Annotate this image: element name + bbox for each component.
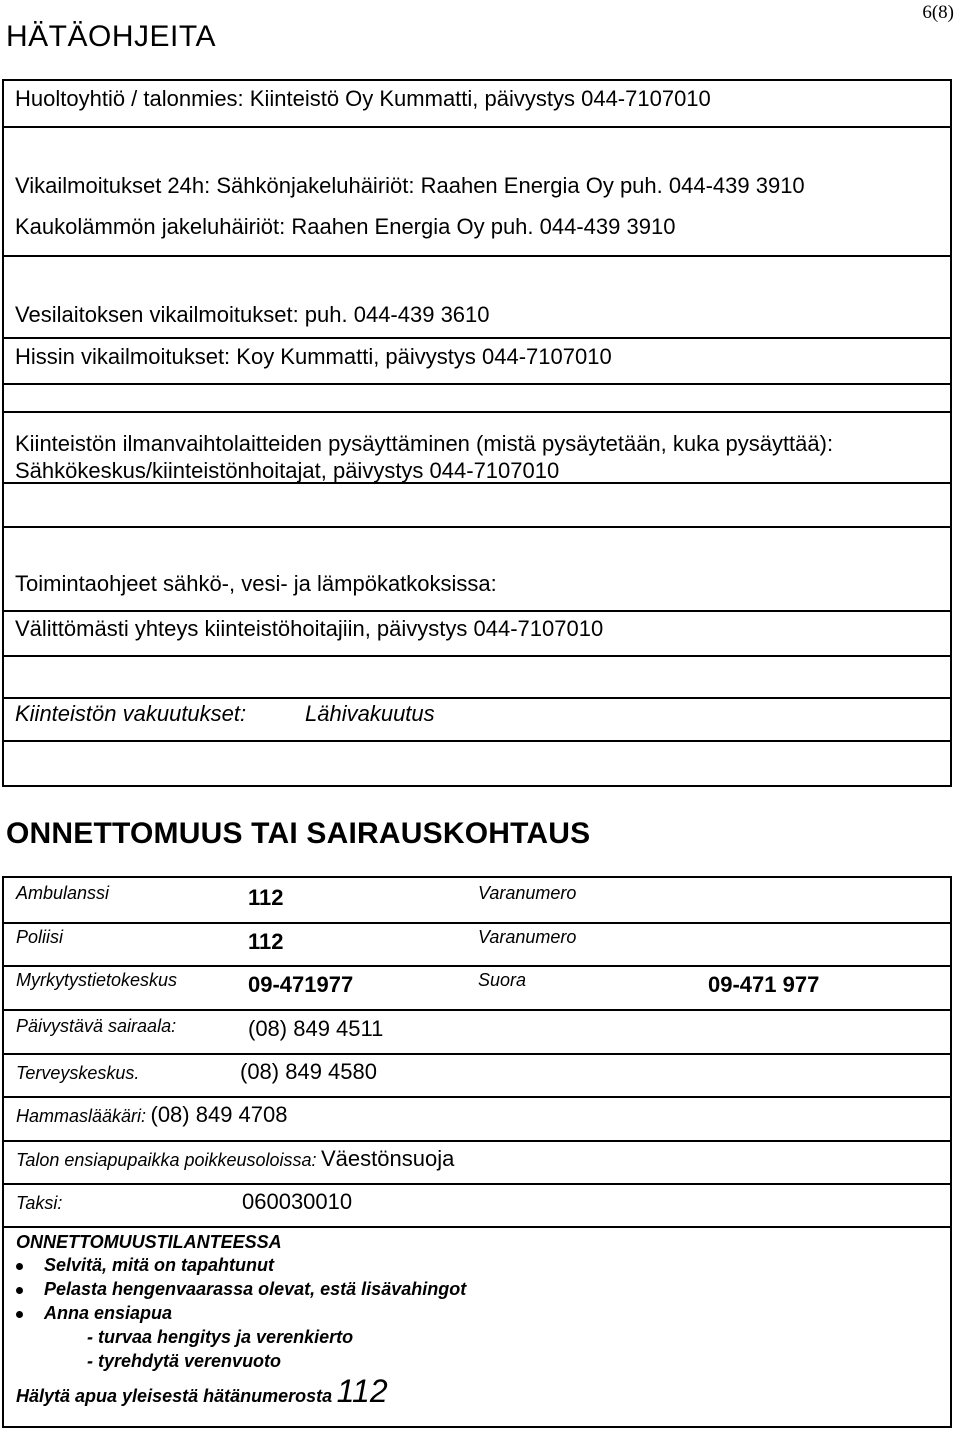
police-number: 112 bbox=[248, 929, 284, 954]
emergency-heading: ONNETTOMUUS TAI SAIRAUSKOHTAUS bbox=[6, 817, 591, 850]
health-center-label: Terveyskeskus. bbox=[16, 1063, 140, 1083]
divider bbox=[4, 1226, 950, 1228]
elevator-fault-line: Hissin vikailmoitukset: Koy Kummatti, päivystys 044-7107010 bbox=[15, 344, 612, 369]
bullet-icon bbox=[16, 1311, 23, 1318]
police-label: Poliisi bbox=[16, 927, 64, 947]
sub-item-2: - tyrehdytä verenvuoto bbox=[87, 1351, 282, 1371]
page-number: 6(8) bbox=[922, 2, 954, 23]
divider bbox=[4, 1009, 950, 1011]
insurance-label: Kiinteistön vakuutukset: bbox=[15, 701, 247, 726]
outage-instructions-line: Toimintaohjeet sähkö-, vesi- ja lämpökatkoksissa: bbox=[15, 571, 497, 596]
bullet-icon bbox=[16, 1287, 23, 1294]
divider bbox=[4, 610, 950, 612]
first-aid-value: Väestönsuoja bbox=[321, 1146, 455, 1171]
divider bbox=[4, 255, 950, 257]
health-center-number: (08) 849 4580 bbox=[240, 1059, 377, 1084]
police-alt-label: Varanumero bbox=[478, 927, 577, 947]
divider bbox=[4, 1096, 950, 1098]
taxi-label: Taksi: bbox=[16, 1193, 63, 1213]
divider bbox=[4, 922, 950, 924]
first-aid-label: Talon ensiapupaikka poikkeusoloissa: bbox=[16, 1150, 317, 1170]
poison-center-label: Myrkytystietokeskus bbox=[16, 970, 178, 990]
bullet-icon bbox=[16, 1263, 23, 1270]
outage-contact-line: Välittömästi yhteys kiinteistöhoitajiin, päivystys 044-7107010 bbox=[15, 616, 604, 641]
hospital-label: Päivystävä sairaala: bbox=[16, 1016, 177, 1036]
divider bbox=[4, 965, 950, 967]
poison-center-number: 09-471977 bbox=[248, 972, 354, 997]
alarm-number: 112 bbox=[336, 1373, 388, 1409]
insurance-value: Lähivakuutus bbox=[305, 701, 435, 726]
ventilation-contact-line: Sähkökeskus/kiinteistönhoitajat, päivystys 044-7107010 bbox=[15, 458, 560, 483]
ventilation-stop-line: Kiinteistön ilmanvaihtolaitteiden pysäyttäminen (mistä pysäytetään, kuka pysäyttää): bbox=[15, 431, 834, 456]
bullet-item-1: Selvitä, mitä on tapahtunut bbox=[44, 1255, 275, 1275]
ambulance-alt-label: Varanumero bbox=[478, 883, 577, 903]
divider bbox=[4, 1183, 950, 1185]
bullet-item-2: Pelasta hengenvaarassa olevat, estä lisävahingot bbox=[44, 1279, 467, 1299]
divider bbox=[4, 1053, 950, 1055]
divider bbox=[4, 526, 950, 528]
divider bbox=[4, 740, 950, 742]
hospital-number: (08) 849 4511 bbox=[248, 1016, 384, 1041]
divider bbox=[4, 1140, 950, 1142]
alarm-text: Hälytä apua yleisestä hätänumerosta bbox=[16, 1386, 333, 1406]
divider bbox=[4, 697, 950, 699]
alarm-row bbox=[16, 1373, 388, 1410]
divider bbox=[4, 337, 950, 339]
accident-heading: ONNETTOMUUSTILANTEESSA bbox=[16, 1232, 282, 1252]
sub-item-1: - turvaa hengitys ja verenkierto bbox=[87, 1327, 354, 1347]
poison-direct-number: 09-471 977 bbox=[708, 972, 820, 997]
divider bbox=[4, 126, 950, 128]
divider bbox=[4, 383, 950, 385]
ambulance-label: Ambulanssi bbox=[16, 883, 110, 903]
first-aid-row bbox=[16, 1146, 454, 1172]
dentist-label: Hammaslääkäri: bbox=[16, 1106, 147, 1126]
divider bbox=[4, 655, 950, 657]
electricity-fault-line: Vikailmoitukset 24h: Sähkönjakeluhäiriöt: Raahen Energia Oy puh. 044-439 3910 bbox=[15, 173, 805, 198]
maintenance-line: Huoltoyhtiö / talonmies: Kiinteistö Oy Kummatti, päivystys 044-7107010 bbox=[15, 86, 711, 111]
dentist-number: (08) 849 4708 bbox=[150, 1102, 288, 1127]
emergency-box bbox=[2, 876, 952, 1428]
taxi-number: 060030010 bbox=[242, 1189, 353, 1214]
bullet-item-3: Anna ensiapua bbox=[44, 1303, 173, 1323]
divider bbox=[4, 482, 950, 484]
service-contacts-box bbox=[2, 79, 952, 787]
ambulance-number: 112 bbox=[248, 885, 284, 910]
dentist-row bbox=[16, 1102, 288, 1128]
divider bbox=[4, 411, 950, 413]
heating-fault-line: Kaukolämmön jakeluhäiriöt: Raahen Energia Oy puh. 044-439 3910 bbox=[15, 214, 676, 239]
page-title: HÄTÄOHJEITA bbox=[6, 20, 216, 53]
water-fault-line: Vesilaitoksen vikailmoitukset: puh. 044-439 3610 bbox=[15, 302, 490, 327]
poison-direct-label: Suora bbox=[478, 970, 527, 990]
